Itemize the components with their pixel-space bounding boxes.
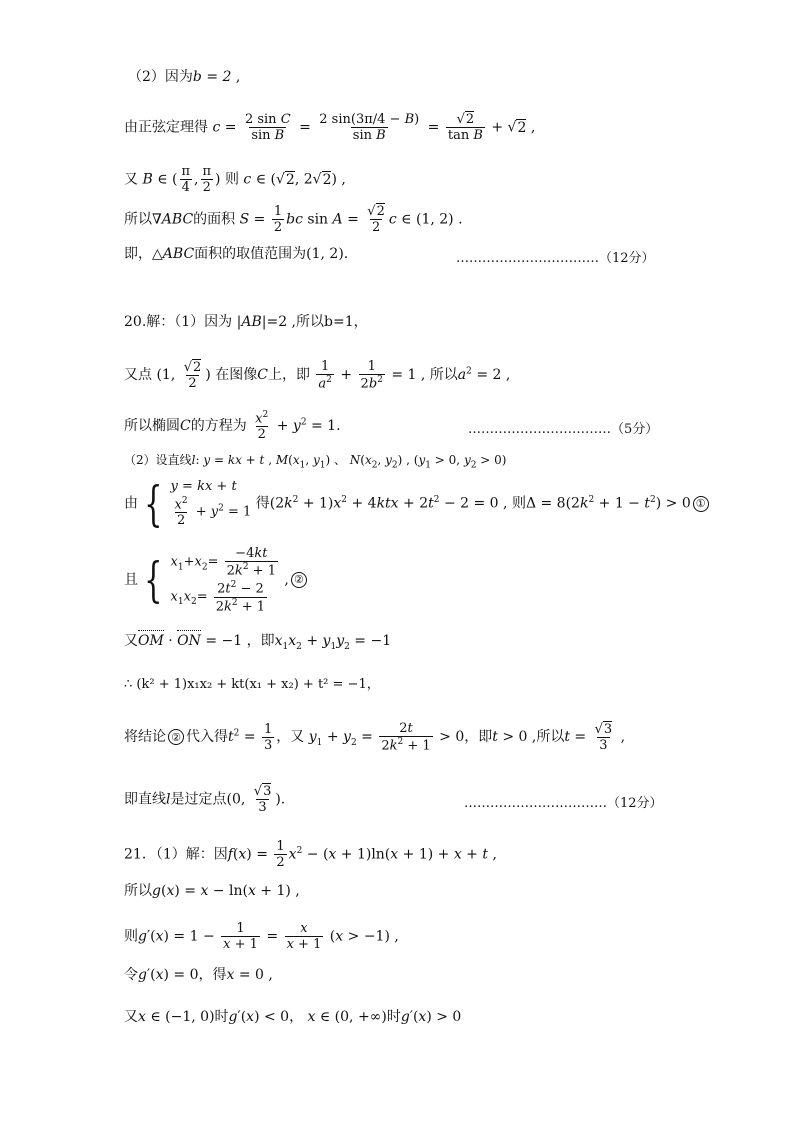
p19-line-2: 由正弦定理得 c = $\frac{\text{2 sin C}}{\text{sin B}}$ = $\frac{2 \sin(3\pi/4 - B)}{\text{sin B}}$ = $\frac{√2}{\text{tan B}}$ + √2 ,	[124, 112, 536, 143]
p20-score-2: ……………………………（12分）	[464, 796, 663, 811]
p20-line-9: 将结论 ② 代入得$t^2$ = $\frac{1}{3}$ ，又 $y_1 + y_2$ = $\frac{2t}{2k^2 + 1}$ > 0，即t > 0 ,所以t = $\frac{√3}{3}$ ,	[124, 721, 626, 754]
p20-line-3: 所以椭圆C的方程为 $\frac{x^2}{2}$ + $y^2 = 1$.	[124, 410, 341, 443]
p21-line-3: 则g′(x) = 1 − $\frac{1}{x + 1}$ = $\frac{x}{x + 1}$ (x > −1) ,	[124, 921, 399, 952]
p20-score-1: ……………………………（5分）	[468, 422, 659, 437]
p20-line-8: ∴ (k² + 1)x₁x₂ + kt(x₁ + x₂) + t² = −1，	[124, 677, 380, 692]
p20-line-2: 又点 (1, $\frac{√2}{2}$ ) 在图像C上，即 $\frac{1}{a^2}$ + $\frac{1}{2b^2}$ = 1 , 所以$a^2 = 2$ ,	[124, 359, 511, 392]
p20-line-6: 且 { $x_1+x_2=$ $\frac{-4kt}{2k^2 + 1}$ $x_1x_2=$ $\frac{2t^2 - 2}{2k^2 + 1}$ , ②	[124, 545, 309, 615]
p20-line-10: 即直线l是过定点(0, $\frac{√3}{3}$ ).	[124, 784, 286, 815]
p21-line-2: 所以g(x) = x − ln(x + 1) ,	[124, 883, 300, 899]
p20-line-4: （2）设直线l: y = kx + t , $M(x_1$, $y_1$) 、 $N(x_2$, $y_2$) , ($y_1 > 0$, $y_2 > 0$)	[124, 453, 507, 471]
p21-line-5: 又x ∈ (−1, 0)时g′(x) < 0， x ∈ (0, +∞)时g′(x) > 0	[124, 1009, 462, 1025]
p21-line-4: 令g′(x) = 0，得x = 0 ,	[124, 967, 273, 983]
p19-score: ……………………………（12分）	[456, 251, 655, 266]
p19-line-1: （2）因为b = 2 ,	[128, 69, 241, 85]
p19-line-5: 即，△ABC面积的取值范围为(1, 2).	[124, 246, 349, 262]
p21-line-1: 21．（1）解：因f(x) = $\frac{1}{2}$ $x^2 - (x + 1)\ln(x + 1) + x + t$ ,	[124, 839, 497, 870]
p19-line-3: 又 B ∈ ( $\frac{\pi}{4}$ , $\frac{\pi}{2}$ ) 则 c ∈ (√2, 2√2) ,	[124, 164, 346, 195]
p20-line-7: 又OM · ON = −1 ，即$x_1x_2 + y_1y_2 = -1$	[124, 633, 392, 652]
p20-line-1: 20.解：（1）因为 |AB|=2 ,所以b=1，	[124, 314, 368, 330]
p20-line-5: 由 { y = kx + t $\frac{x^2}{2}$ + $y^2 = 1$ 得$(2k^2 + 1)x^2 + 4ktx + 2t^2 - 2 = 0$ , 则$\Delta = 8(2k^2 + 1 - t^2) > 0$ ①	[124, 478, 711, 529]
p19-line-4: 所以∇ABC的面积 S = $\frac{1}{2}$ bc sin A = $\frac{√2}{2}$ c ∈ (1, 2) .	[124, 204, 463, 235]
